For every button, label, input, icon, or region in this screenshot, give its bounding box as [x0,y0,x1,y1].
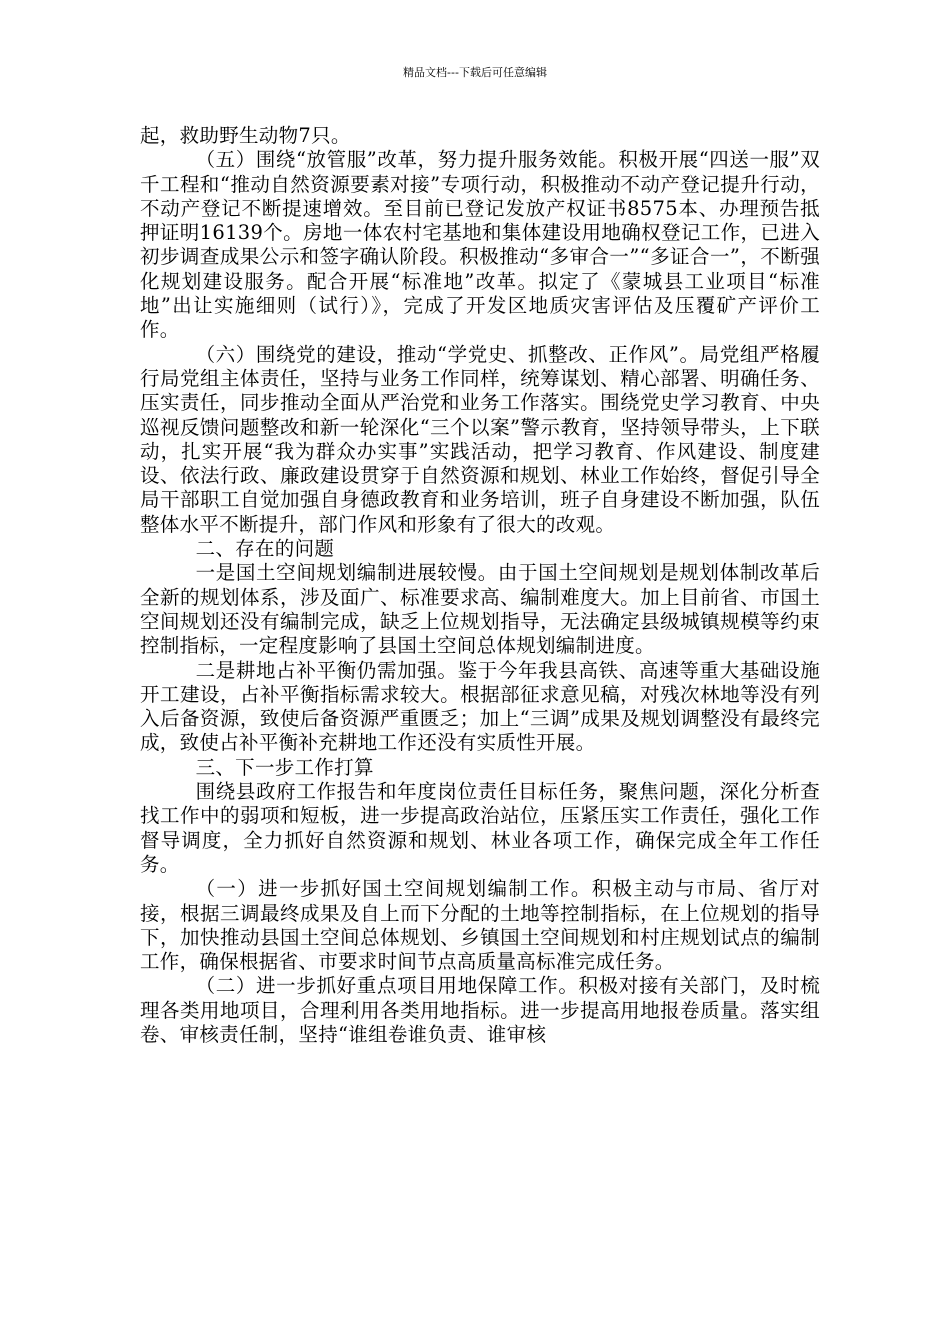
paragraph-continuation: 起，救助野生动物7只。 [140,124,351,147]
paragraph-next-steps-intro: 围绕县政府工作报告和年度岗位责任目标任务，聚焦问题，深化分析查找工作中的弱项和短板，进一步提高政治站位，压紧压实工作责任，强化工作督导调度，全力抓好自然资源和规划、林业各项工作，确保完成全年工作任务。 [140,780,820,876]
heading-next-steps: 三、下一步工作打算 [195,755,374,779]
paragraph-next-step-2: （二）进一步抓好重点项目用地保障工作。积极对接有关部门，及时梳理各类用地项目，合理利用各类用地指标。进一步提高用地报卷质量。落实组卷、审核责任制，坚持“谁组卷谁负责、谁审核 [140,974,820,1046]
paragraph-problem-1: 一是国土空间规划编制进展较慢。由于国土空间规划是规划体制改革后全新的规划体系，涉及面广、标准要求高、编制难度大。加上目前省、市国土空间规划还没有编制完成，缺乏上位规划指导，无法确定县级城镇规模等约束控制指标，一定程度影响了县国土空间总体规划编制进度。 [140,561,820,658]
paragraph-section-5: （五）围绕“放管服”改革，努力提升服务效能。积极开展“四送一服”双千工程和“推动自然资源要素对接”专项行动，积极推动不动产登记提升行动，不动产登记不断提速增效。至目前已登记发放产权证书8575本、办理预告抵押证明16139个。房地一体农村宅基地和集体建设用地确权登记工作，已进入初步调查成果公示和签字确认阶段。积极推动“多审合一”“多证合一”，不断强化规划建设服务。配合开展“标准地”改革。拟定了《蒙城县工业项目“标准地”出让实施细则（试行）》，完成了开发区地质灾害评估及压覆矿产评价工作。 [140,148,820,342]
document-body [140,124,820,1047]
paragraph-problem-2: 二是耕地占补平衡仍需加强。鉴于今年我县高铁、高速等重大基础设施开工建设，占补平衡指标需求较大。根据部征求意见稿，对残次林地等没有列入后备资源，致使后备资源严重匮乏；加上“三调”成果及规划调整没有最终完成，致使占补平衡补充耕地工作还没有实质性开展。 [140,658,820,755]
paragraph-section-6: （六）围绕党的建设，推动“学党史、抓整改、正作风”。局党组严格履行局党组主体责任，坚持与业务工作同样，统筹谋划、精心部署、明确任务、压实责任，同步推动全面从严治党和业务工作落实。围绕党史学习教育、中央巡视反馈问题整改和新一轮深化“三个以案”警示教育，坚持领导带头，上下联动，扎实开展“我为群众办实事”实践活动，把学习教育、作风建设、制度建设、依法行政、廉政建设贯穿于自然资源和规划、林业工作始终，督促引导全局干部职工自觉加强自身德政教育和业务培训，班子自身建设不断加强，队伍整体水平不断提升，部门作风和形象有了很大的改观。 [140,342,820,536]
page-header: 精品文档---下载后可任意编辑 [403,66,547,79]
heading-existing-problems: 二、存在的问题 [195,537,335,561]
paragraph-next-step-1: （一）进一步抓好国土空间规划编制工作。积极主动与市局、省厅对接，根据三调最终成果及自上而下分配的土地等控制指标，在上位规划的指导下，加快推动县国土空间总体规划、乡镇国土空间规划和村庄规划试点的编制工作，确保根据省、市要求时间节点高质量高标准完成任务。 [140,877,820,974]
